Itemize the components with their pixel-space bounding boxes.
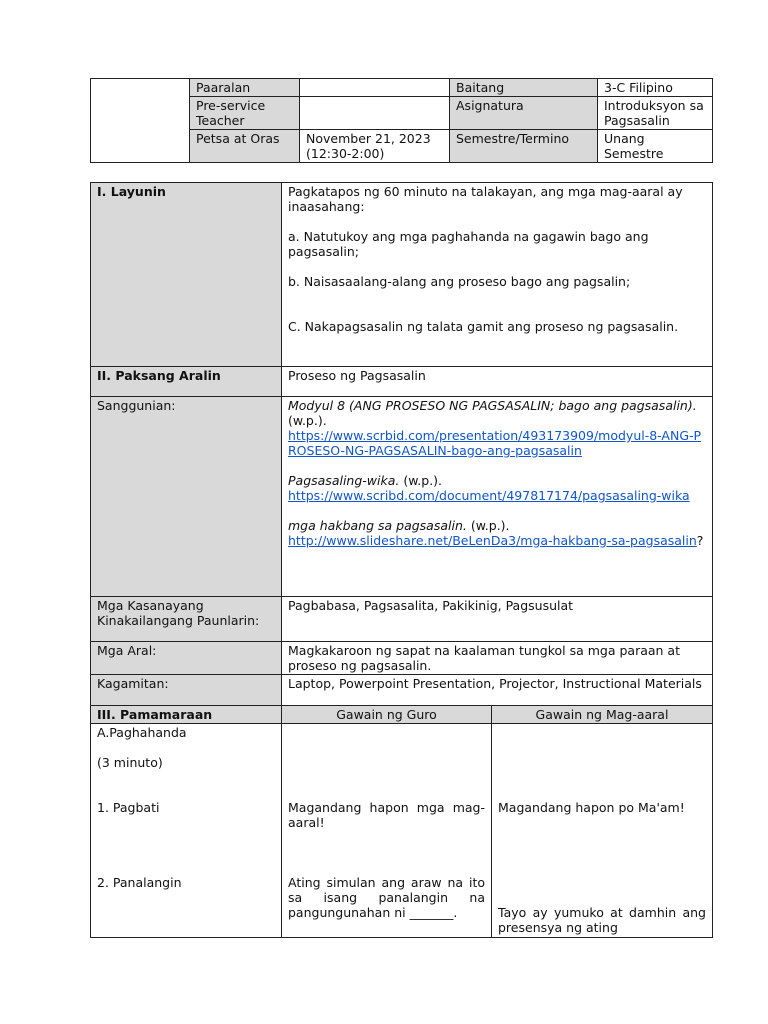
- lesson-plan-table: [90, 182, 713, 938]
- layunin-label: I. Layunin: [91, 183, 282, 367]
- ref3-link[interactable]: http://www.slideshare.net/BeLenDa3/mga-hakbang-sa-pagsasalin: [288, 533, 697, 548]
- aral-label: Mga Aral:: [91, 642, 282, 675]
- ref2-title: Pagsasaling-wika.: [288, 473, 400, 488]
- ref2-wp: (w.p.).: [399, 473, 443, 488]
- magaaral-column-header: Gawain ng Mag-aaral: [492, 706, 713, 724]
- layunin-content: [282, 183, 713, 367]
- kagamitan-label: Kagamitan:: [91, 675, 282, 706]
- baitang-value: 3-C Filipino: [598, 79, 713, 97]
- semestre-value: Unang Semestre: [598, 130, 713, 163]
- ref1-link[interactable]: https://www.scrbid.com/presentation/493173909/modyul-8-ANG-PROSESO-NG-PAGSASALIN-bago-ang-pagsasalin: [288, 428, 702, 458]
- guro-activities: [282, 724, 492, 938]
- aral-value: Magkakaroon ng sapat na kaalaman tungkol sa mga paraan at proseso ng pagsasalin.: [282, 642, 713, 675]
- teacher-value: [300, 97, 450, 130]
- pamamaraan-label: III. Pamamaraan: [91, 706, 282, 724]
- paghahanda-heading: A.Paghahanda: [97, 725, 187, 740]
- semestre-label: Semestre/Termino: [450, 130, 598, 163]
- paghahanda-duration: (3 minuto): [97, 755, 163, 770]
- ref1-wp: (w.p.).: [288, 413, 327, 428]
- ref1-title: Modyul 8 (ANG PROSESO NG PAGSASALIN; bago ang pagsasalin).: [288, 398, 697, 413]
- paaralan-label: Paaralan: [190, 79, 300, 97]
- layunin-c: C. Nakapagsasalin ng talata gamit ang proseso ng pagsasalin.: [288, 319, 679, 334]
- asignatura-value: Introduksyon sa Pagsasalin: [598, 97, 713, 130]
- magaaral-panalangin: Tayo ay yumuko at damhin ang presensya ng ating: [498, 905, 706, 935]
- petsa-date: November 21, 2023: [306, 131, 431, 146]
- reference-2: [288, 473, 706, 488]
- guro-column-header: Gawain ng Guro: [282, 706, 492, 724]
- ref3-title: mga hakbang sa pagsasalin.: [288, 518, 467, 533]
- step-panalangin: 2. Panalangin: [97, 875, 182, 890]
- header-table: [90, 78, 713, 163]
- reference-3: [288, 518, 706, 533]
- petsa-time: (12:30-2:00): [306, 146, 385, 161]
- petsa-value: [300, 130, 450, 163]
- kagamitan-value: Laptop, Powerpoint Presentation, Projector, Instructional Materials: [282, 675, 713, 706]
- layunin-a: a. Natutukoy ang mga paghahanda na gagawin bago ang pagsasalin;: [288, 229, 649, 259]
- paaralan-value: [300, 79, 450, 97]
- kasanayan-value: Pagbabasa, Pagsasalita, Pakikinig, Pagsusulat: [282, 597, 713, 642]
- asignatura-label: Asignatura: [450, 97, 598, 130]
- guro-panalangin: Ating simulan ang araw na ito sa isang panalangin na pangungunahan ni _______.: [288, 875, 485, 920]
- teacher-label: Pre-service Teacher: [190, 97, 300, 130]
- ref3-wp: (w.p.).: [466, 518, 510, 533]
- paksa-value: Proseso ng Pagsasalin: [282, 367, 713, 397]
- header-blank-cell: [91, 79, 190, 163]
- petsa-label: Petsa at Oras: [190, 130, 300, 163]
- ref2-link[interactable]: https://www.scribd.com/document/497817174/pagsasaling-wika: [288, 488, 690, 503]
- layunin-intro: Pagkatapos ng 60 minuto na talakayan, ang mga mag-aaral ay inaasahang:: [288, 184, 683, 214]
- step-pagbati: 1. Pagbati: [97, 800, 160, 815]
- ref3-suffix: ?: [696, 533, 704, 548]
- layunin-b: b. Naisasaalang-alang ang proseso bago ang pagsalin;: [288, 274, 631, 289]
- magaaral-activities: [492, 724, 713, 938]
- reference-1: [288, 398, 706, 428]
- sanggunian-label: Sanggunian:: [91, 397, 282, 597]
- paksa-label: II. Paksang Aralin: [91, 367, 282, 397]
- sanggunian-content: [282, 397, 713, 597]
- guro-pagbati: Magandang hapon mga mag-aaral!: [288, 800, 485, 830]
- kasanayan-label: Mga Kasanayang Kinakailangang Paunlarin:: [91, 597, 282, 642]
- baitang-label: Baitang: [450, 79, 598, 97]
- magaaral-pagbati: Magandang hapon po Ma'am!: [498, 800, 685, 815]
- pamamaraan-steps: [91, 724, 282, 938]
